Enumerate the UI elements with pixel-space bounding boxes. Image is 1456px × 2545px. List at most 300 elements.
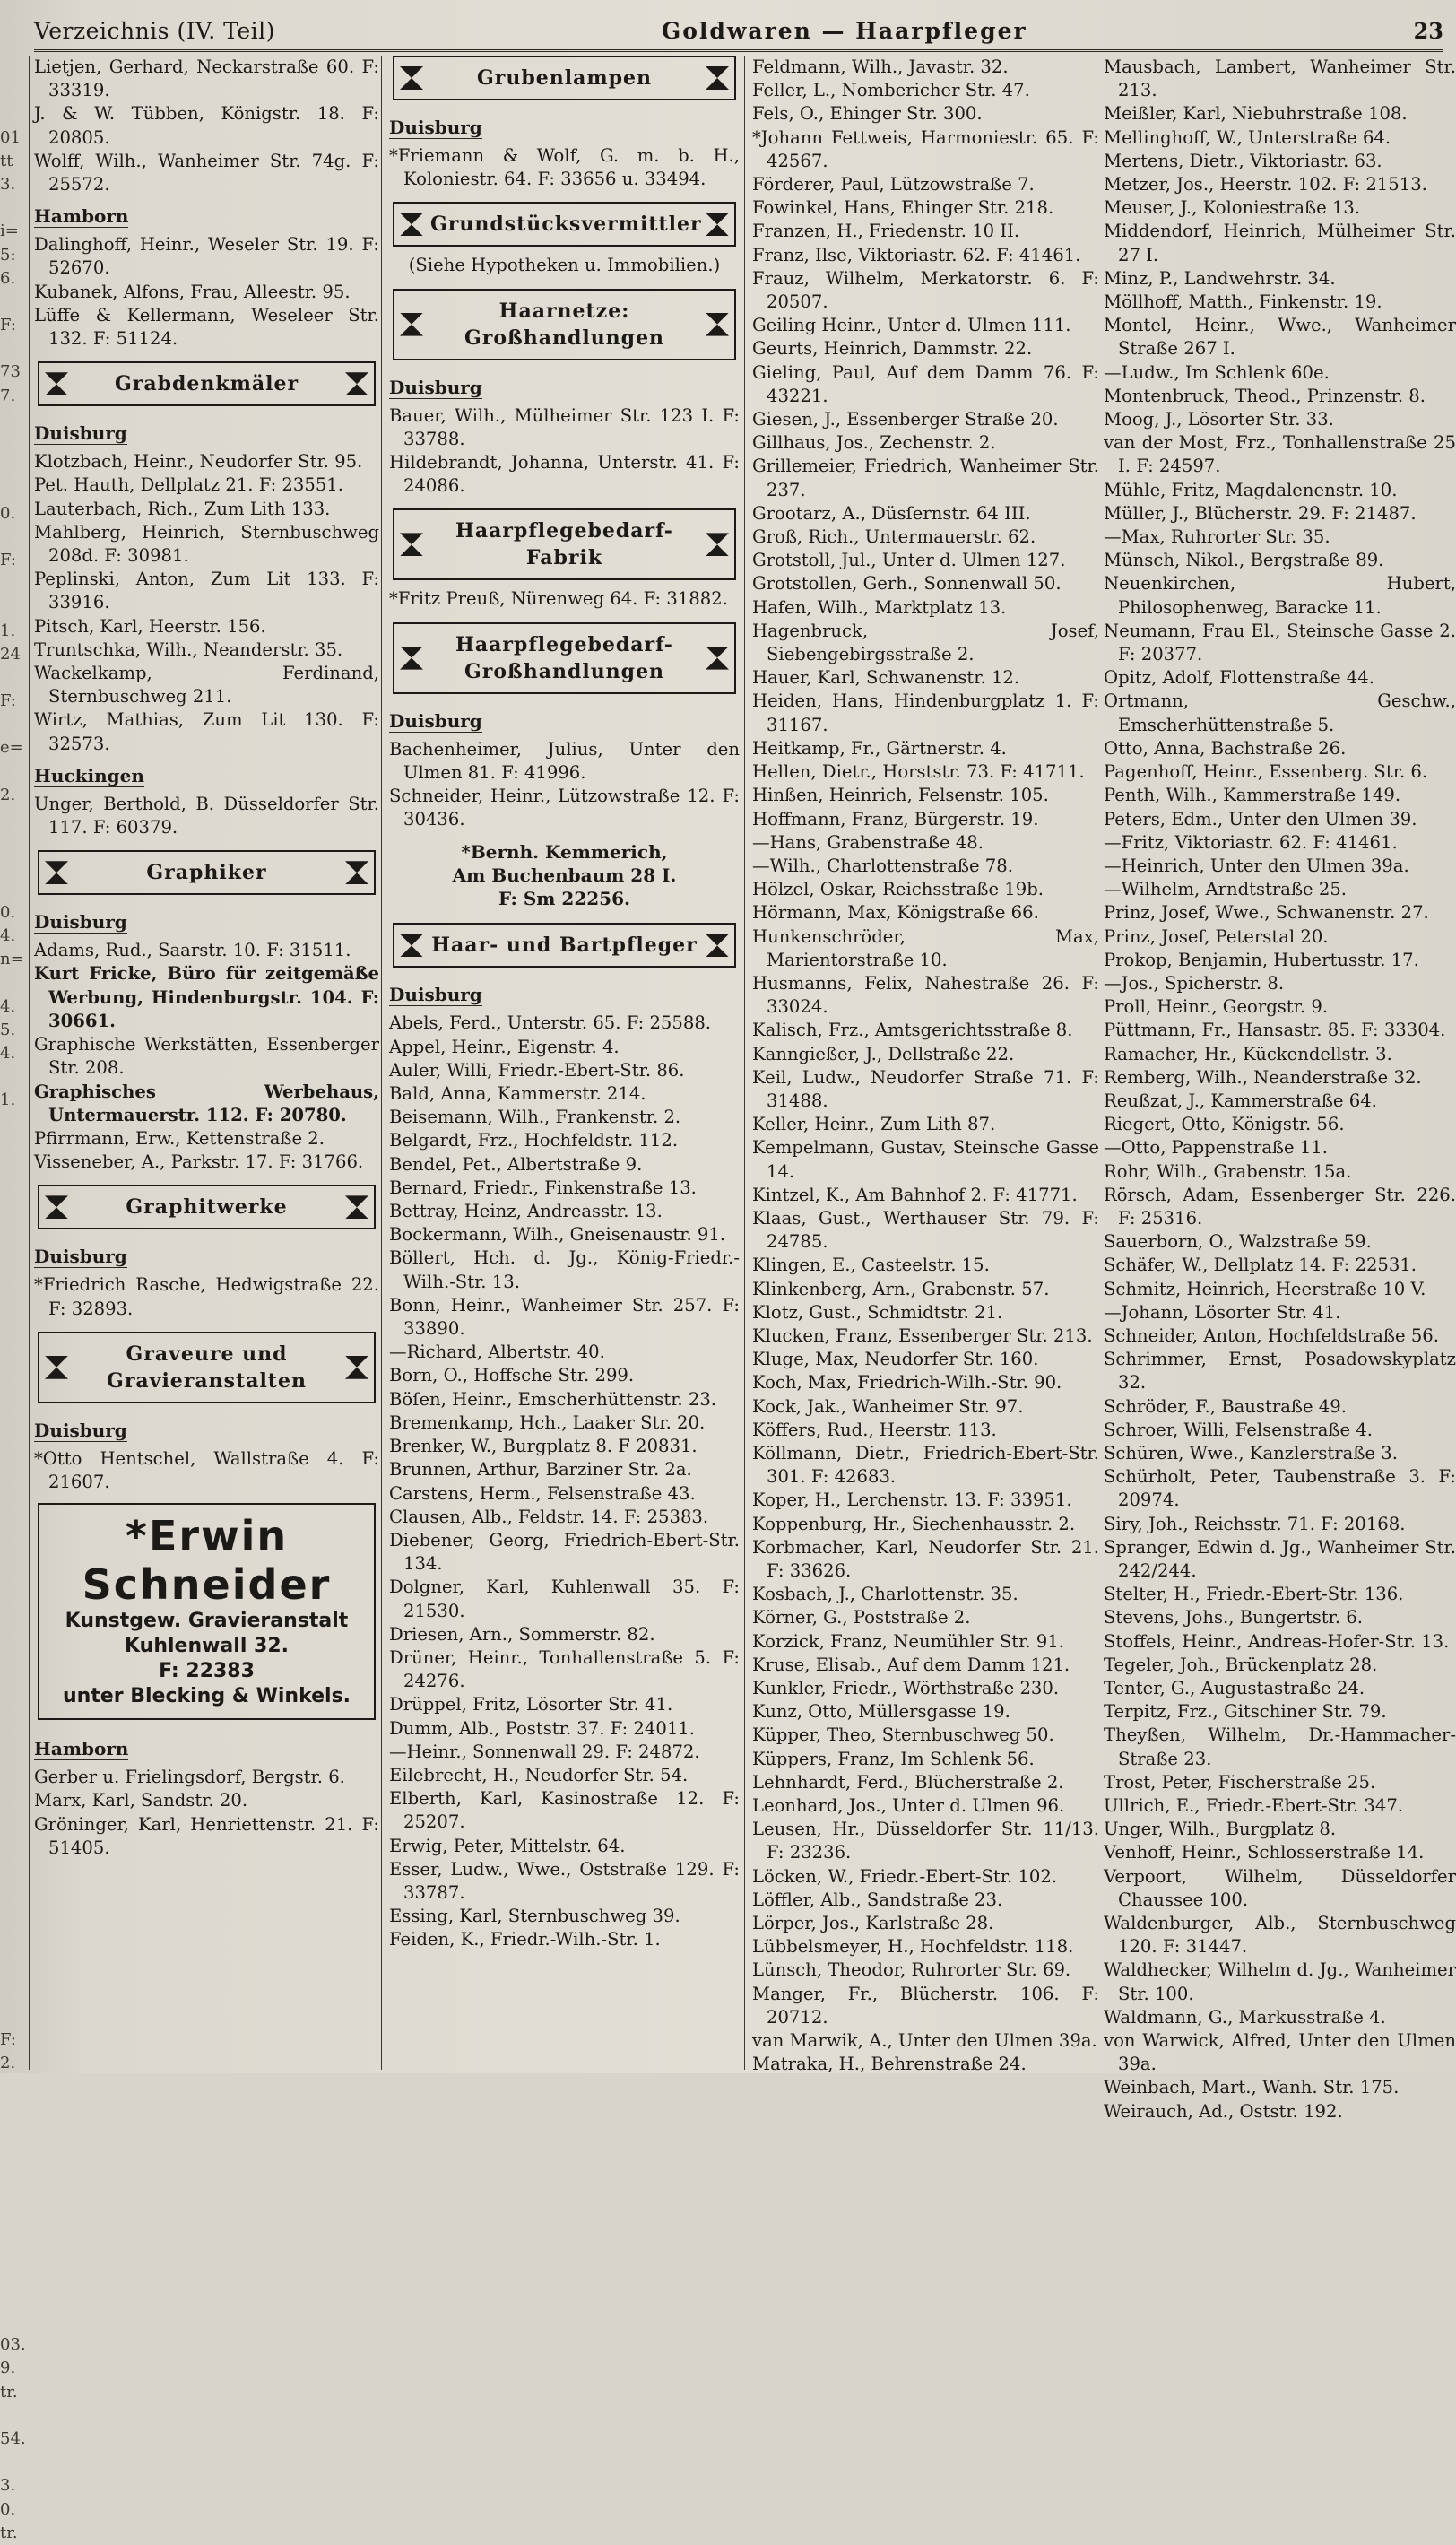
directory-entry: Hörmann, Max, Königstraße 66. [752, 902, 1039, 924]
directory-entry: Korzick, Franz, Neumühler Str. 91. [752, 1630, 1064, 1652]
directory-entry: Erwig, Peter, Mittelstr. 64. [389, 1835, 626, 1856]
directory-entry: Matraka, H., Behrenstraße 24. [752, 2054, 1027, 2075]
directory-entry: Pfirrmann, Erw., Kettenstraße 2. [34, 1127, 325, 1149]
ornament-icon [400, 66, 423, 90]
directory-entry: Heiden, Hans, Hindenburgplatz 1. F: 31167. [752, 691, 1099, 735]
city-heading-duisburg: Duisburg [389, 376, 482, 398]
margin-fragment [0, 807, 29, 830]
directory-entry: Proll, Heinr., Georgstr. 9. [1104, 996, 1329, 1018]
directory-entry: —Heinrich, Unter den Ulmen 39a. [1104, 855, 1409, 876]
directory-entry: Waldhecker, Wilhelm d. Jg., Wanheimer Str. 100. [1104, 1959, 1456, 2004]
directory-entry: Brunnen, Arthur, Barziner Str. 2a. [389, 1459, 692, 1481]
section-banner-haarpflegebedarf-grosshandlungen [393, 622, 736, 694]
margin-fragment [0, 1747, 29, 1770]
directory-entry: Bald, Anna, Kammerstr. 214. [389, 1083, 646, 1105]
margin-fragment: 24 [0, 644, 21, 664]
margin-fragment [0, 196, 29, 220]
directory-entry: Visseneber, A., Parkstr. 17. F: 31766. [34, 1151, 364, 1173]
margin-fragment: 54. [0, 2428, 26, 2448]
directory-entry: Grotstollen, Gerh., Sonnenwall 50. [752, 573, 1062, 595]
banner-label: Graphiker [146, 861, 267, 885]
margin-fragment: 0. [0, 2499, 16, 2519]
directory-entry: Bockermann, Wilh., Gneisenaustr. 91. [389, 1224, 726, 1246]
margin-fragment [0, 1535, 29, 1559]
margin-fragment [0, 2239, 29, 2263]
city-heading-duisburg: Duisburg [34, 911, 127, 934]
directory-entry: Mausbach, Lambert, Wanheimer Str. 213. [1104, 56, 1456, 101]
margin-fragment: tr. [0, 2382, 18, 2402]
directory-entry: Meuser, J., Koloniestraße 13. [1104, 197, 1361, 219]
banner-label: Haar- und Bartpfleger [431, 934, 698, 958]
directory-entry: Grotstoll, Jul., Unter d. Ulmen 127. [752, 550, 1066, 571]
margin-fragment [0, 1160, 29, 1183]
margin-fragment [0, 830, 29, 854]
directory-entry: Rohr, Wilh., Grabenstr. 15a. [1104, 1160, 1352, 1182]
directory-entry: Middendorf, Heinrich, Mülheimer Str. 27 I. [1104, 221, 1456, 265]
margin-fragment [0, 1464, 29, 1488]
directory-entry: Hoffmann, Franz, Bürgerstr. 19. [752, 808, 1039, 830]
directory-entry: Küppers, Franz, Im Schlenk 56. [752, 1748, 1035, 1769]
directory-entry: Korbmacher, Karl, Neudorfer Str. 21. F: 33626. [752, 1536, 1099, 1581]
margin-fragment [0, 595, 29, 619]
directory-entry: Schrimmer, Ernst, Posadowskyplatz 32. [1104, 1349, 1456, 1394]
directory-entry: Kunkler, Friedr., Wörthstraße 230. [752, 1678, 1060, 1699]
directory-entry: Bonn, Heinr., Wanheimer Str. 257. F: 33890. [389, 1294, 740, 1340]
margin-fragment [0, 1934, 29, 1958]
ornament-icon [706, 66, 729, 90]
directory-entry: Lübbelsmeyer, H., Hochfeldstr. 118. [752, 1936, 1074, 1958]
margin-fragment [0, 2287, 29, 2310]
directory-entry: Heitkamp, Fr., Gärtnerstr. 4. [752, 737, 1007, 759]
ornament-icon [706, 533, 729, 556]
directory-entry: Schneider, Anton, Hochfeldstraße 56. [1104, 1325, 1440, 1346]
directory-entry: Kluge, Max, Neudorfer Str. 160. [752, 1349, 1039, 1370]
directory-entry: Stevens, Johs., Bungertstr. 6. [1104, 1607, 1364, 1629]
ornament-icon [706, 647, 729, 670]
directory-entry: Prinz, Josef, Wwe., Schwanenstr. 27. [1104, 902, 1429, 924]
directory-entry: Grillemeier, Friedrich, Wanheimer Str. 237. [752, 456, 1099, 500]
directory-entry: Remberg, Wilh., Neanderstraße 32. [1104, 1066, 1422, 1088]
ad-line: unter Blecking & Winkels. [62, 1685, 351, 1708]
directory-entry: Gieling, Paul, Auf dem Damm 76. F: 43221. [752, 361, 1099, 406]
directory-entry: Siry, Joh., Reichsstr. 71. F: 20168. [1104, 1513, 1406, 1534]
margin-fragment [0, 2404, 29, 2428]
directory-entry: —Heinr., Sonnenwall 29. F: 24872. [389, 1741, 700, 1762]
directory-entry: Clausen, Alb., Feldstr. 14. F: 25383. [389, 1506, 709, 1527]
margin-fragment [0, 1183, 29, 1206]
directory-entry: —Fritz, Viktoriastr. 62. F: 41461. [1104, 831, 1398, 853]
margin-fragment: i= [0, 221, 19, 241]
margin-fragment [0, 1324, 29, 1347]
margin-fragment: 4. [0, 1043, 16, 1063]
margin-fragment [0, 1911, 29, 1934]
directory-entry: Ullrich, E., Friedr.-Ebert-Str. 347. [1104, 1795, 1404, 1817]
directory-entry: Förderer, Paul, Lützowstraße 7. [752, 174, 1035, 195]
ornament-icon [345, 861, 368, 884]
margin-fragment [0, 1723, 29, 1746]
directory-entry: Kunz, Otto, Müllersgasse 19. [752, 1701, 1010, 1723]
directory-entry: Löffler, Alb., Sandstraße 23. [752, 1889, 1003, 1910]
directory-entry: Hafen, Wilh., Marktplatz 13. [752, 596, 1007, 618]
directory-entry: Neuenkirchen, Hubert, Philosophenweg, Baracke 11. [1104, 573, 1456, 618]
section-banner-haar-und-bartpfleger [393, 923, 736, 968]
directory-entry: Hunkenschröder, Max, Marientorstraße 10. [752, 925, 1099, 970]
margin-fragment [0, 1112, 29, 1135]
directory-entry: Brenker, W., Burgplatz 8. F 20831. [389, 1436, 698, 1457]
directory-entry: Kosbach, J., Charlottenstr. 35. [752, 1584, 1018, 1605]
directory-entry: Marx, Karl, Sandstr. 20. [34, 1790, 248, 1811]
directory-entry: Böllert, Hch. d. Jg., König-Friedr.-Wilh.-Str. 13. [389, 1247, 740, 1292]
header-category-range: Goldwaren — Haarpfleger [661, 18, 1027, 44]
margin-fragment: 0. [0, 902, 16, 922]
margin-fragment [0, 2169, 29, 2193]
directory-entry: Belgardt, Frz., Hochfeldstr. 112. [389, 1130, 679, 1151]
directory-entry: Schröder, F., Baustraße 49. [1104, 1395, 1347, 1417]
margin-fragment: n= [0, 950, 24, 969]
header-section-title: Verzeichnis (IV. Teil) [34, 18, 275, 44]
column-1 [34, 56, 379, 2070]
margin-fragment: F: [0, 691, 16, 711]
directory-entry: Stoffels, Heinr., Andreas-Hofer-Str. 13. [1104, 1630, 1450, 1652]
directory-entry: Bachenheimer, Julius, Unter den Ulmen 81. F: 41996. [389, 738, 740, 783]
column-3 [744, 56, 1099, 2075]
directory-entry: Manger, Fr., Blücherstr. 106. F: 20712. [752, 1983, 1099, 2028]
directory-entry: Eilebrecht, H., Neudorfer Str. 54. [389, 1764, 689, 1785]
directory-entry: Rörsch, Adam, Essenberger Str. 226. F: 25316. [1104, 1184, 1456, 1229]
directory-entry: Franz, Ilse, Viktoriastr. 62. F: 41461. [752, 244, 1081, 265]
ornament-icon [45, 1195, 68, 1219]
previous-page-margin [0, 56, 30, 2542]
directory-entry: *Johann Fettweis, Harmoniestr. 65. F: 42567. [752, 126, 1099, 171]
margin-fragment [0, 1653, 29, 1676]
margin-fragment [0, 878, 29, 901]
margin-fragment [0, 1629, 29, 1653]
ornament-icon [400, 313, 423, 336]
directory-entry: Dolgner, Karl, Kuhlenwall 35. F: 21530. [389, 1577, 740, 1621]
city-heading-hamborn: Hamborn [34, 1738, 129, 1760]
directory-entry: Koch, Max, Friedrich-Wilh.-Str. 90. [752, 1372, 1062, 1394]
margin-fragment [0, 1582, 29, 1605]
directory-entry: —Otto, Pappenstraße 11. [1104, 1137, 1328, 1159]
margin-fragment: 01 [0, 127, 21, 147]
directory-entry: Waldenburger, Alb., Sternbuschweg 120. F: 31447. [1104, 1913, 1456, 1958]
margin-fragment [0, 1840, 29, 1863]
margin-fragment [0, 1958, 29, 1981]
directory-entry: Tegeler, Joh., Brückenplatz 28. [1104, 1654, 1378, 1675]
directory-entry: Theyßen, Wilhelm, Dr.-Hammacher-Straße 23. [1104, 1724, 1456, 1769]
page-number: 23 [1413, 18, 1443, 44]
banner-label: Grundstücksvermittler [430, 213, 702, 237]
margin-fragment [0, 1488, 29, 1511]
directory-entry: Lörper, Jos., Karlstraße 28. [752, 1913, 994, 1934]
city-heading-duisburg: Duisburg [34, 422, 127, 445]
directory-entry: Leusen, Hr., Düsseldorfer Str. 11/13. F: 23236. [752, 1819, 1099, 1863]
directory-entry: Müller, J., Blücherstr. 29. F: 21487. [1104, 502, 1417, 524]
directory-entry: Terpitz, Frz., Gitschiner Str. 79. [1104, 1701, 1387, 1723]
advertisement-erwin-schneider [38, 1503, 376, 1720]
directory-entry: Riegert, Otto, Königstr. 56. [1104, 1114, 1345, 1135]
directory-entry: Kock, Jak., Wanheimer Str. 97. [752, 1395, 1024, 1417]
directory-entry: Klinkenberg, Arn., Grabenstr. 57. [752, 1278, 1050, 1299]
directory-entry: Lauterbach, Rich., Zum Lith 133. [34, 498, 331, 519]
directory-entry: —Wilh., Charlottenstraße 78. [752, 855, 1013, 876]
margin-fragment [0, 1794, 29, 1817]
banner-label: Grubenlampen [476, 66, 652, 90]
directory-entry: —Richard, Albertstr. 40. [389, 1342, 605, 1363]
directory-entry: Beisemann, Wilh., Frankenstr. 2. [389, 1107, 681, 1128]
directory-entry: Ortmann, Geschw., Emscherhüttenstraße 5. [1104, 691, 1456, 735]
margin-fragment [0, 971, 29, 995]
section-banner-grabdenkmaeler [38, 361, 376, 406]
ornament-icon [706, 213, 729, 236]
margin-fragment: 7. [0, 386, 16, 405]
section-banner-haarnetze [393, 289, 736, 360]
margin-fragment [0, 79, 29, 102]
directory-entry: Metzer, Jos., Heerstr. 102. F: 21513. [1104, 174, 1427, 195]
directory-entry: *Fritz Preuß, Nürenweg 64. F: 31882. [389, 588, 728, 610]
directory-entry: Penth, Wilh., Kammerstraße 149. [1104, 785, 1401, 806]
directory-entry: Mahlberg, Heinrich, Sternbuschweg 208d. F: 30981. [34, 521, 379, 567]
directory-entry: Köllmann, Dietr., Friedrich-Ebert-Str. 301. F: 42683. [752, 1442, 1099, 1488]
directory-entry: Carstens, Herm., Felsenstraße 43. [389, 1482, 696, 1504]
directory-entry: Küpper, Theo, Sternbuschweg 50. [752, 1724, 1054, 1746]
margin-fragment: 2. [0, 785, 16, 804]
margin-fragment [0, 2146, 29, 2169]
margin-fragment [0, 2216, 29, 2239]
margin-fragment [0, 1981, 29, 2004]
directory-entry: Kruse, Elisab., Auf dem Damm 121. [752, 1654, 1070, 1675]
directory-entry: Minz, P., Landwehrstr. 34. [1104, 267, 1336, 289]
margin-fragment [0, 56, 29, 79]
directory-entry: Hildebrandt, Johanna, Unterstr. 41. F: 24086. [389, 452, 740, 497]
featured-line: Am Buchenbaum 28 I. [452, 864, 677, 887]
ornament-icon [400, 533, 423, 556]
margin-fragment [0, 526, 29, 549]
directory-entry: Born, O., Hoffsche Str. 299. [389, 1365, 635, 1386]
city-heading-hamborn: Hamborn [34, 205, 129, 228]
directory-entry: Lietjen, Gerhard, Neckarstraße 60. F: 33319. [34, 56, 379, 101]
ornament-icon [400, 213, 423, 236]
directory-entry: Reußzat, J., Kammerstraße 64. [1104, 1090, 1377, 1111]
margin-fragment [0, 1277, 29, 1300]
directory-entry: Kurt Fricke, Büro für zeitgemäße Werbung, Hindenburgstr. 104. F: 30661. [34, 963, 379, 1031]
margin-fragment: 2. [0, 2053, 16, 2072]
margin-fragment [0, 337, 29, 360]
directory-entry: Püttmann, Fr., Hansastr. 85. F: 33304. [1104, 1020, 1446, 1041]
directory-entry: Kubanek, Alfons, Frau, Alleestr. 95. [34, 281, 351, 302]
directory-entry: Schüren, Wwe., Kanzlerstraße 3. [1104, 1442, 1398, 1464]
directory-entry: Koper, H., Lerchenstr. 13. F: 33951. [752, 1490, 1072, 1511]
directory-entry: Fowinkel, Hans, Ehinger Str. 218. [752, 197, 1054, 219]
directory-entry: —Max, Ruhrorter Str. 35. [1104, 526, 1330, 548]
ornament-icon [45, 861, 68, 884]
margin-fragment [0, 1229, 29, 1253]
directory-entry: —Johann, Lösorter Str. 41. [1104, 1301, 1341, 1323]
directory-entry: Köffers, Rud., Heerstr. 113. [752, 1419, 997, 1440]
directory-entry: Hölzel, Oskar, Reichsstraße 19b. [752, 879, 1044, 900]
directory-entry: J. & W. Tübben, Königstr. 18. F: 20805. [34, 103, 379, 148]
margin-fragment: 73 [0, 362, 21, 382]
section-banner-graphiker [38, 850, 376, 895]
directory-entry: Appel, Heinr., Eigenstr. 4. [389, 1036, 620, 1057]
directory-entry: —Jos., Spicherstr. 8. [1104, 972, 1285, 994]
directory-entry: Moog, J., Lösorter Str. 33. [1104, 409, 1334, 430]
directory-entry: Kempelmann, Gustav, Steinsche Gasse 14. [752, 1137, 1099, 1182]
directory-entry: Graphisches Werbehaus, Untermauerstr. 112. F: 20780. [34, 1081, 379, 1125]
city-heading-huckingen: Huckingen [34, 764, 144, 786]
directory-entry: Weinbach, Mart., Wanh. Str. 175. [1104, 2077, 1400, 2098]
directory-entry: Körner, G., Poststraße 2. [752, 1607, 971, 1629]
directory-entry: Schmitz, Heinrich, Heerstraße 10 V. [1104, 1278, 1426, 1299]
directory-entry: Essing, Karl, Sternbuschweg 39. [389, 1906, 680, 1927]
margin-fragment: e= [0, 738, 23, 758]
directory-entry: Trost, Peter, Fischerstraße 25. [1104, 1771, 1376, 1793]
directory-entry: —Wilhelm, Arndtstraße 25. [1104, 879, 1348, 900]
directory-entry: Löcken, W., Friedr.-Ebert-Str. 102. [752, 1865, 1058, 1887]
directory-entry: Feller, L., Nombericher Str. 47. [752, 80, 1030, 101]
banner-label: Haarnetze: Großhandlungen [464, 299, 665, 350]
directory-entry: Giesen, J., Essenberger Straße 20. [752, 409, 1059, 430]
directory-entry: Husmanns, Felix, Nahestraße 26. F: 33024. [752, 972, 1099, 1018]
directory-entry: von Warwick, Alfred, Unter den Ulmen 39a. [1104, 2030, 1456, 2075]
ornament-icon [400, 647, 423, 670]
directory-entry: Lünsch, Theodor, Ruhrorter Str. 69. [752, 1959, 1071, 1981]
directory-entry: Meißler, Karl, Niebuhrstraße 108. [1104, 103, 1408, 125]
directory-entry: Kintzel, K., Am Bahnhof 2. F: 41771. [752, 1184, 1078, 1205]
margin-fragment: F: [0, 316, 16, 335]
directory-entry: Waldmann, G., Markusstraße 4. [1104, 2006, 1386, 2028]
directory-entry: Schürholt, Peter, Taubenstraße 3. F: 20974. [1104, 1466, 1456, 1511]
directory-entry: Klotz, Gust., Schmidtstr. 21. [752, 1301, 1003, 1323]
margin-fragment [0, 1394, 29, 1418]
directory-entry: Mertens, Dietr., Viktoriastr. 63. [1104, 150, 1382, 171]
directory-entry: Feiden, K., Friedr.-Wilh.-Str. 1. [389, 1929, 661, 1950]
margin-fragment [0, 666, 29, 690]
margin-fragment [0, 2263, 29, 2287]
margin-fragment [0, 854, 29, 877]
city-heading-duisburg: Duisburg [34, 1419, 127, 1441]
margin-fragment: 3. [0, 174, 16, 194]
margin-fragment [0, 2193, 29, 2216]
margin-fragment: 5: [0, 245, 16, 265]
banner-label: Graphitwerke [126, 1195, 288, 1220]
margin-fragment [0, 2005, 29, 2028]
margin-fragment [0, 1347, 29, 1370]
directory-entry: Prokop, Benjamin, Hubertusstr. 17. [1104, 949, 1419, 970]
directory-entry: Adams, Rud., Saarstr. 10. F: 31511. [34, 940, 351, 961]
directory-entry: Hauer, Karl, Schwanenstr. 12. [752, 667, 1020, 689]
margin-fragment [0, 1136, 29, 1160]
margin-fragment [0, 1770, 29, 1794]
directory-entry: Diebener, Georg, Friedrich-Ebert-Str. 134. [389, 1529, 740, 1575]
directory-entry: Koppenburg, Hr., Siechenhausstr. 2. [752, 1513, 1076, 1534]
section-banner-haarpflegebedarf-fabrik [393, 508, 736, 580]
margin-fragment: tt [0, 151, 13, 170]
margin-fragment [0, 291, 29, 314]
margin-fragment: 0. [0, 503, 16, 523]
directory-entry: *Friedrich Rasche, Hedwigstraße 22. F: 32893. [34, 1274, 379, 1319]
margin-fragment [0, 431, 29, 455]
directory-entry: Prinz, Josef, Peterstal 20. [1104, 925, 1329, 947]
directory-entry: Weirauch, Ad., Oststr. 192. [1104, 2100, 1343, 2122]
directory-entry: van der Most, Frz., Tonhallenstraße 25 I. F: 24597. [1104, 432, 1456, 477]
margin-fragment [0, 1605, 29, 1629]
margin-fragment [0, 102, 29, 126]
column-2 [381, 56, 740, 2070]
column-4 [1096, 56, 1456, 2122]
directory-entry: Bremenkamp, Hch., Laaker Str. 20. [389, 1411, 706, 1433]
margin-fragment: 03. [0, 2335, 26, 2355]
city-heading-duisburg: Duisburg [34, 1246, 127, 1268]
directory-entry: Frauz, Wilhelm, Merkatorstr. 6. F: 20507. [752, 267, 1099, 313]
margin-fragment [0, 1863, 29, 1887]
margin-fragment [0, 1065, 29, 1089]
ornament-icon [45, 1356, 68, 1379]
directory-entry: Peplinski, Anton, Zum Lit 133. F: 33916. [34, 569, 379, 613]
directory-entry: Schneider, Heinr., Lützowstraße 12. F: 30436. [389, 786, 740, 830]
ad-line: Kuhlenwall 32. [125, 1635, 289, 1658]
directory-entry: Möllhoff, Matth., Finkenstr. 19. [1104, 291, 1382, 313]
directory-entry: Kanngießer, J., Dellstraße 22. [752, 1043, 1015, 1064]
directory-entry: Mellinghoff, W., Unterstraße 64. [1104, 126, 1391, 148]
directory-entry: Elberth, Karl, Kasinostraße 12. F: 25207. [389, 1788, 740, 1833]
directory-entry: —Hans, Grabenstraße 48. [752, 831, 984, 853]
banner-label: Graveure und Gravieranstalten [107, 1342, 307, 1393]
directory-entry: Driesen, Arn., Sommerstr. 82. [389, 1623, 655, 1645]
featured-listing-kemmerich [389, 840, 740, 910]
section-banner-grundstuecksvermittler [393, 202, 736, 247]
city-heading-duisburg: Duisburg [389, 984, 482, 1006]
margin-fragment [0, 1676, 29, 1699]
directory-entry: Klingen, E., Casteelstr. 15. [752, 1255, 990, 1276]
directory-entry: Ramacher, Hr., Kückendellstr. 3. [1104, 1043, 1392, 1064]
directory-entry: Auler, Willi, Friedr.-Ebert-Str. 86. [389, 1059, 685, 1081]
directory-entry: Abels, Ferd., Unterstr. 65. F: 25588. [389, 1012, 712, 1034]
directory-entry: Dalinghoff, Heinr., Weseler Str. 19. F: 52670. [34, 234, 379, 279]
directory-entry: Groß, Rich., Untermauerstr. 62. [752, 526, 1036, 548]
directory-entry: Gillhaus, Jos., Zechenstr. 2. [752, 432, 996, 454]
margin-fragment [0, 572, 29, 595]
directory-entry: Sauerborn, O., Walzstraße 59. [1104, 1231, 1372, 1253]
directory-entry: Pet. Hauth, Dellplatz 21. F: 23551. [34, 474, 343, 496]
margin-fragment [0, 1206, 29, 1229]
margin-fragment [0, 1441, 29, 1464]
ornament-icon [345, 372, 368, 395]
directory-entry: Bendel, Pet., Albertstraße 9. [389, 1153, 643, 1175]
directory-entry: Peters, Edm., Unter den Ulmen 39. [1104, 808, 1417, 830]
directory-entry: Bettray, Heinz, Andreasstr. 13. [389, 1201, 663, 1222]
directory-entry: Geurts, Heinrich, Dammstr. 22. [752, 338, 1033, 360]
directory-entry: Geiling Heinr., Unter d. Ulmen 111. [752, 315, 1071, 336]
margin-fragment: tr. [0, 2523, 18, 2542]
margin-fragment [0, 1699, 29, 1723]
directory-entry: Spranger, Edwin d. Jg., Wanheimer Str. 242/244. [1104, 1536, 1456, 1581]
ad-company-name: *Erwin Schneider [82, 1512, 332, 1610]
directory-entry: Klotzbach, Heinr., Neudorfer Str. 95. [34, 451, 363, 473]
banner-label: Haarpflegebedarf-Großhandlungen [455, 632, 673, 683]
margin-fragment [0, 408, 29, 431]
margin-fragment [0, 455, 29, 478]
margin-fragment [0, 2075, 29, 2098]
ornament-icon [706, 934, 729, 957]
ornament-icon [345, 1195, 368, 1219]
directory-entry: Keller, Heinr., Zum Lith 87. [752, 1114, 996, 1135]
directory-entry: Drüner, Heinr., Tonhallenstraße 5. F: 24276. [389, 1646, 740, 1692]
directory-entry: Hagenbruck, Josef, Siebengebirgsstraße 2. [752, 620, 1099, 665]
margin-fragment: 9. [0, 2358, 16, 2378]
directory-entry: Pitsch, Karl, Heerstr. 156. [34, 615, 266, 637]
directory-entry: Schäfer, W., Dellplatz 14. F: 22531. [1104, 1255, 1417, 1276]
